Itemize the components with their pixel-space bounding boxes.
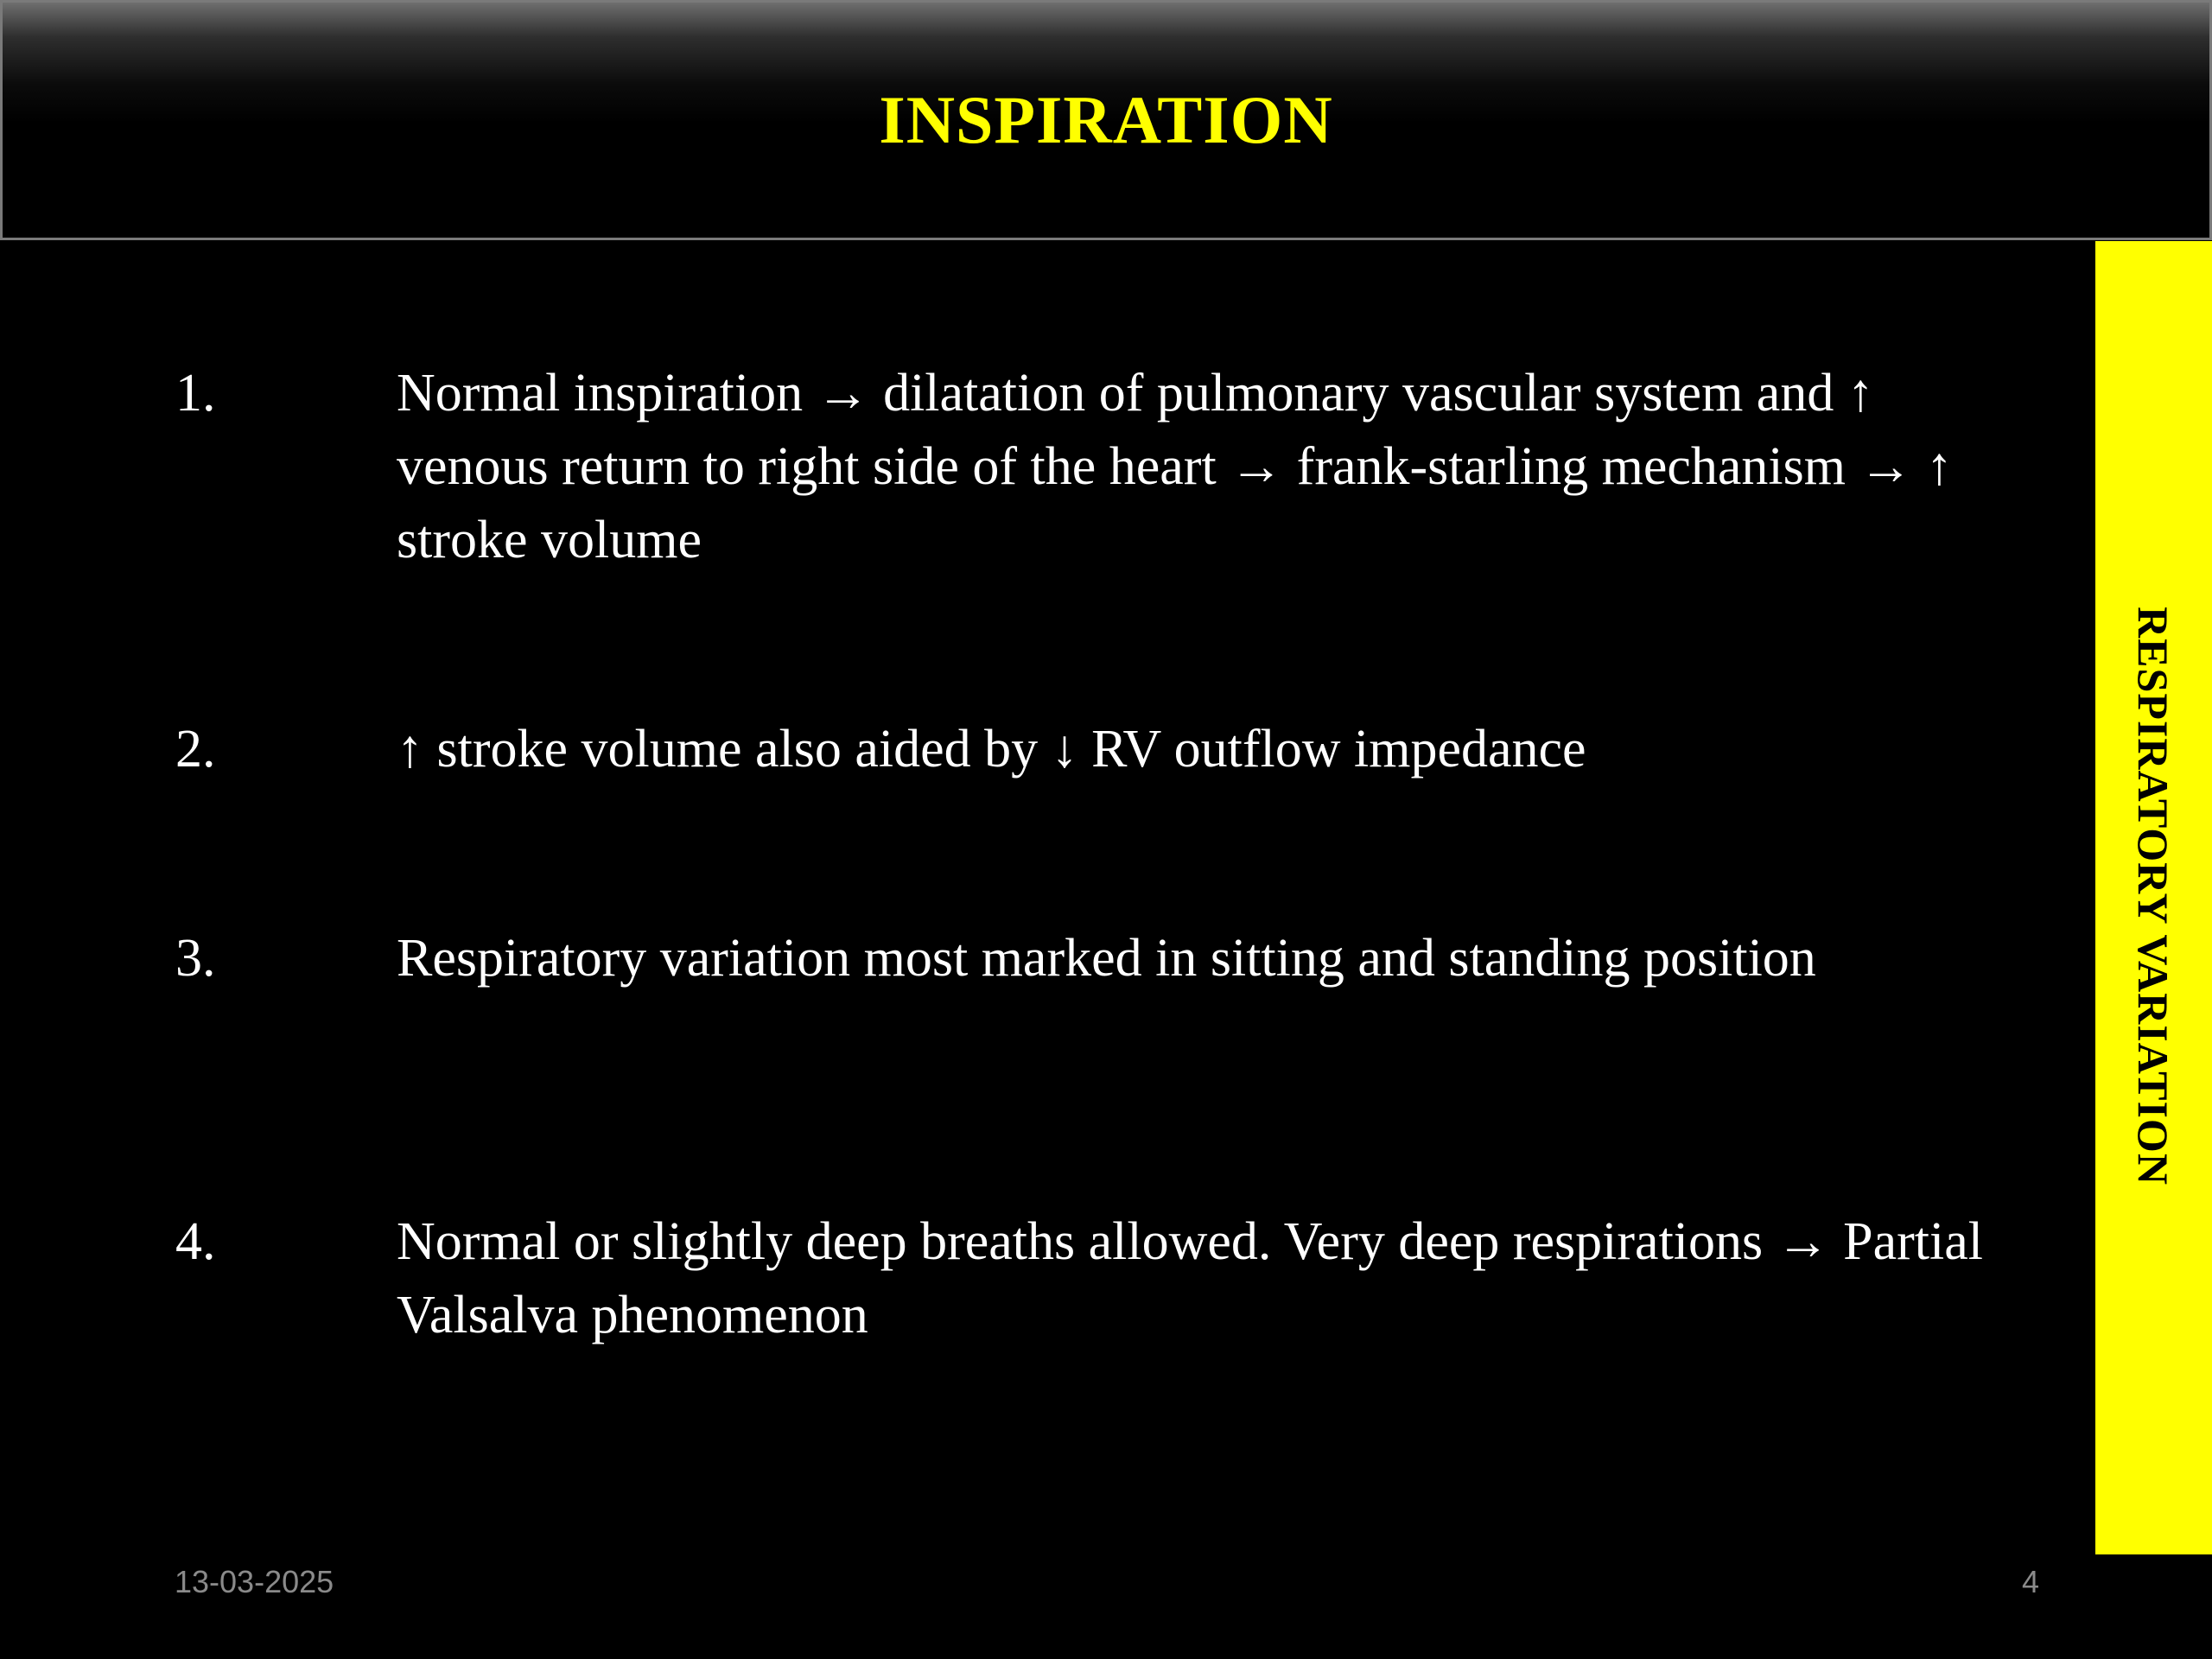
item-number: 2. (175, 720, 216, 779)
side-label: RESPIRATORY VARIATION (2129, 607, 2177, 1185)
item-text: ↑ stroke volume also aided by ↓ RV outflow impedance (397, 720, 1586, 779)
item-text: Normal inspiration → dilatation of pulmonary vascular system and ↑ venous return to right side of the heart → frank-starling mechanism → ↑ stroke volume (397, 364, 1953, 569)
title-bar (0, 0, 2212, 240)
item-text: Normal or slightly deep breaths allowed. Very deep respirations → Partial Valsalva phenomenon (397, 1212, 1983, 1344)
footer-date: 13-03-2025 (175, 1564, 334, 1599)
item-number: 1. (175, 364, 216, 423)
item-number: 4. (175, 1212, 216, 1271)
slide-title: INSPIRATION (879, 82, 1333, 157)
item-number: 3. (175, 929, 216, 988)
item-text: Respiratory variation most marked in sitting and standing position (397, 929, 1816, 988)
page-number: 4 (2021, 1564, 2039, 1599)
